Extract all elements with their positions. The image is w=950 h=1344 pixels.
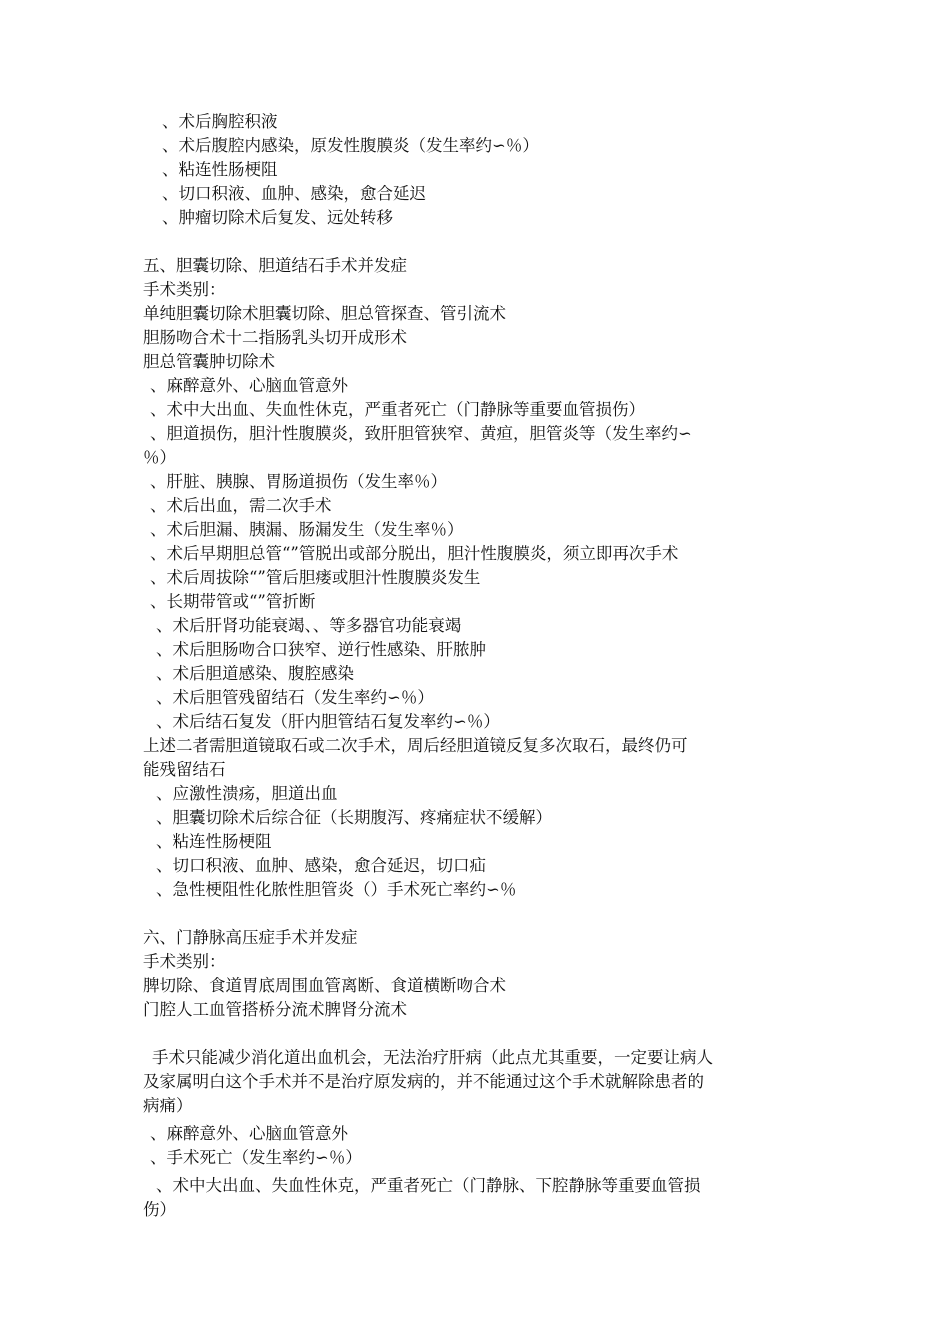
text-line: 、术后腹腔内感染，原发性腹膜炎（发生率约∽％） [162, 136, 539, 155]
text-line: 、肿瘤切除术后复发、远处转移 [162, 208, 393, 227]
text-line: 伤） [143, 1200, 176, 1219]
text-line: 、术后结石复发（肝内胆管结石复发率约∽％） [156, 712, 500, 731]
text-line: 、切口积液、血肿、感染，愈合延迟 [162, 184, 426, 203]
text-line: 、长期带管或“”管折断 [150, 592, 316, 611]
text-line: 、术后胆管残留结石（发生率约∽％） [156, 688, 434, 707]
text-line: 、胆道损伤，胆汁性腹膜炎，致肝胆管狭窄、黄疸，胆管炎等（发生率约∽ [150, 424, 692, 443]
text-line: 、术后胆肠吻合口狭窄、逆行性感染、肝脓肿 [156, 640, 486, 659]
text-line: 、术后肝肾功能衰竭、、等多器官功能衰竭 [156, 616, 462, 635]
text-line: 手术类别： [143, 280, 226, 299]
text-line: 、麻醉意外、心脑血管意外 [150, 1124, 348, 1143]
text-line: 、术后胸腔积液 [162, 112, 278, 131]
text-line: 、肝脏、胰腺、胃肠道损伤（发生率％） [150, 472, 447, 491]
text-line: 、术中大出血、失血性休克，严重者死亡（门静脉等重要血管损伤） [150, 400, 645, 419]
text-line: ％） [143, 448, 176, 467]
text-line: 胆肠吻合术十二指肠乳头切开成形术 [143, 328, 407, 347]
text-line: 、术后早期胆总管“”管脱出或部分脱出，胆汁性腹膜炎，须立即再次手术 [150, 544, 679, 563]
text-line: 、粘连性肠梗阻 [162, 160, 278, 179]
text-line: 、急性梗阻性化脓性胆管炎（）手术死亡率约∽％ [156, 880, 517, 899]
text-line: 、术后周拔除“”管后胆瘘或胆汁性腹膜炎发生 [150, 568, 481, 587]
text-line: 、术后出血，需二次手术 [150, 496, 332, 515]
text-line: 、术后胆道感染、腹腔感染 [156, 664, 354, 683]
text-line: 手术只能减少消化道出血机会，无法治疗肝病（此点尤其重要，一定要让病人 [152, 1048, 713, 1067]
text-line: 、胆囊切除术后综合征（长期腹泻、疼痛症状不缓解） [156, 808, 552, 827]
section-heading: 五、胆囊切除、胆道结石手术并发症 [143, 256, 407, 275]
text-line: 单纯胆囊切除术胆囊切除、胆总管探查、管引流术 [143, 304, 506, 323]
section-heading: 六、门静脉高压症手术并发症 [143, 928, 358, 947]
text-line: 脾切除、食道胃底周围血管离断、食道横断吻合术 [143, 976, 506, 995]
text-line: 及家属明白这个手术并不是治疗原发病的，并不能通过这个手术就解除患者的 [143, 1072, 704, 1091]
text-line: 手术类别： [143, 952, 226, 971]
text-line: 胆总管囊肿切除术 [143, 352, 275, 371]
text-line: 、切口积液、血肿、感染，愈合延迟，切口疝 [156, 856, 486, 875]
text-line: 、手术死亡（发生率约∽％） [150, 1148, 362, 1167]
text-line: 、麻醉意外、心脑血管意外 [150, 376, 348, 395]
text-line: 病痛） [143, 1096, 193, 1115]
text-line: 、应激性溃疡，胆道出血 [156, 784, 338, 803]
text-line: 、术后胆漏、胰漏、肠漏发生（发生率％） [150, 520, 464, 539]
text-line: 上述二者需胆道镜取石或二次手术，周后经胆道镜反复多次取石，最终仍可 [143, 736, 688, 755]
text-line: 能残留结石 [143, 760, 226, 779]
text-line: 、术中大出血、失血性休克，严重者死亡（门静脉、下腔静脉等重要血管损 [156, 1176, 701, 1195]
text-line: 、粘连性肠梗阻 [156, 832, 272, 851]
text-line: 门腔人工血管搭桥分流术脾肾分流术 [143, 1000, 407, 1019]
